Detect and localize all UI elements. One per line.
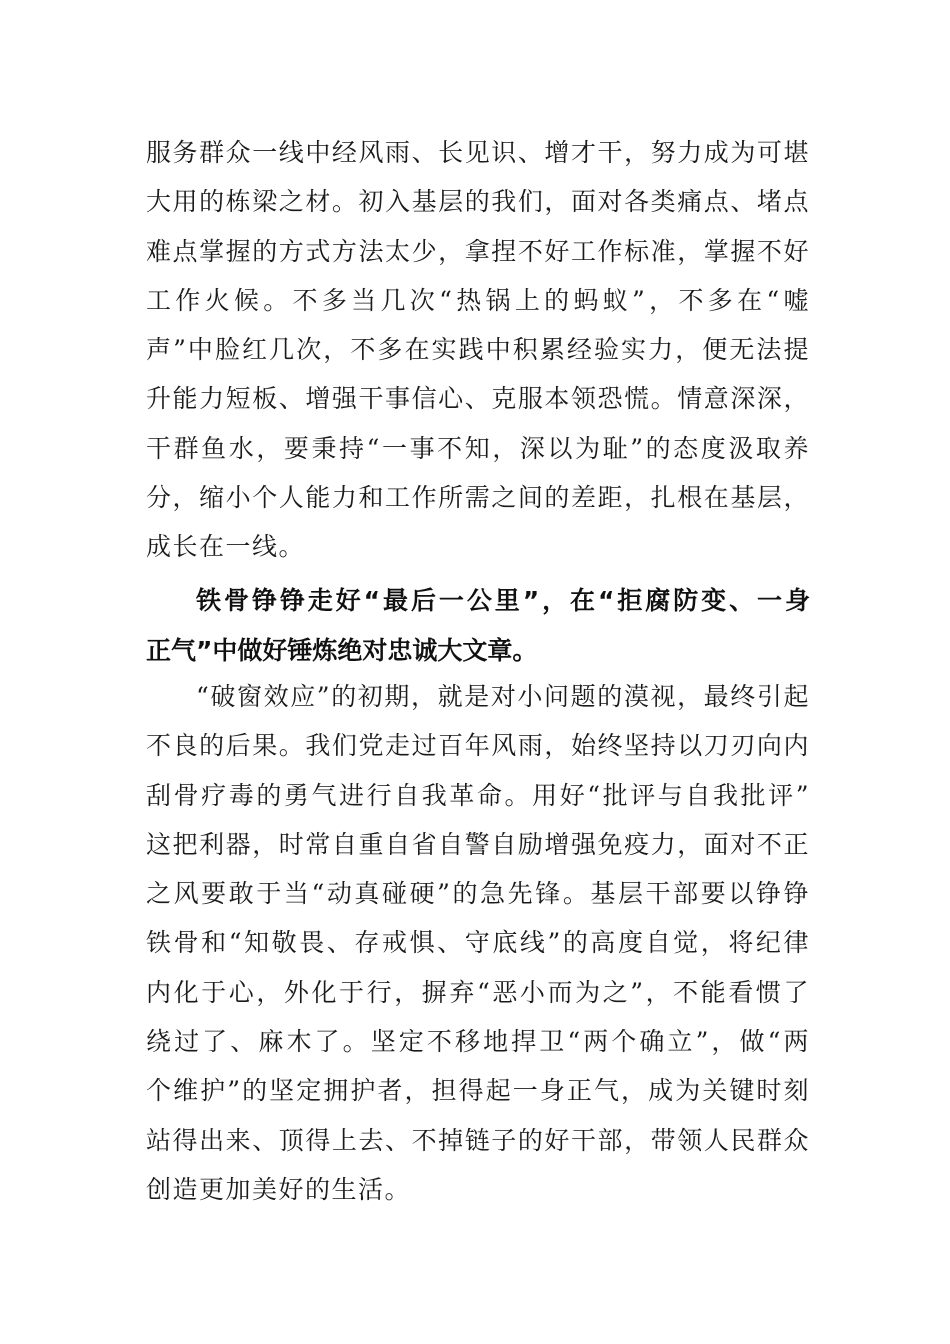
paragraph-continuation bbox=[146, 128, 810, 572]
paragraph-line: 个维护”的坚定拥护者，担得起一身正气，成为关键时刻 bbox=[146, 1076, 810, 1106]
paragraph-line: 大用的栋梁之材。初入基层的我们，面对各类痛点、堵点 bbox=[146, 187, 810, 217]
paragraph-line: 刮骨疗毒的勇气进行自我革命。用好“批评与自我批评” bbox=[146, 780, 810, 810]
paragraph-line: 成长在一线。 bbox=[146, 532, 306, 562]
paragraph-line: 之风要敢于当“动真碰硬”的急先锋。基层干部要以铮铮 bbox=[146, 879, 810, 909]
paragraph-line: 声”中脸红几次，不多在实践中积累经验实力，便无法提 bbox=[146, 335, 810, 365]
paragraph-line: 创造更加美好的生活。 bbox=[146, 1174, 412, 1204]
paragraph-line: 服务群众一线中经风雨、长见识、增才干，努力成为可堪 bbox=[146, 138, 810, 167]
paragraph-line: 内化于心，外化于行，摒弃“恶小而为之”，不能看惯了 bbox=[146, 977, 810, 1007]
paragraph-line: 不良的后果。我们党走过百年风雨，始终坚持以刀刃向内 bbox=[146, 731, 810, 761]
heading-line: 铁骨铮铮走好“最后一公里”，在“拒腐防变、一身 bbox=[196, 586, 810, 615]
paragraph-line: 升能力短板、增强干事信心、克服本领恐慌。情意深深， bbox=[146, 384, 810, 414]
paragraph-line: 站得出来、顶得上去、不掉链子的好干部，带领人民群众 bbox=[146, 1125, 810, 1155]
paragraph-line: 难点掌握的方式方法太少，拿捏不好工作标准，掌握不好 bbox=[146, 236, 810, 266]
paragraph-line: 工作火候。不多当几次“热锅上的蚂蚁”，不多在“嘘 bbox=[146, 285, 810, 315]
paragraph-line: 干群鱼水，要秉持“一事不知，深以为耻”的态度汲取养 bbox=[146, 433, 810, 463]
paragraph-line: “破窗效应”的初期，就是对小问题的漠视，最终引起 bbox=[196, 682, 810, 711]
paragraph-body bbox=[146, 672, 810, 1214]
section-heading bbox=[146, 576, 810, 675]
heading-line: 正气”中做好锤炼绝对忠诚大文章。 bbox=[146, 635, 538, 665]
paragraph-line: 分，缩小个人能力和工作所需之间的差距，扎根在基层， bbox=[146, 483, 810, 513]
paragraph-line: 这把利器，时常自重自省自警自励增强免疫力，面对不正 bbox=[146, 829, 810, 859]
paragraph-line: 绕过了、麻木了。坚定不移地捍卫“两个确立”，做“两 bbox=[146, 1027, 810, 1057]
paragraph-line: 铁骨和“知敬畏、存戒惧、守底线”的高度自觉，将纪律 bbox=[146, 928, 810, 958]
